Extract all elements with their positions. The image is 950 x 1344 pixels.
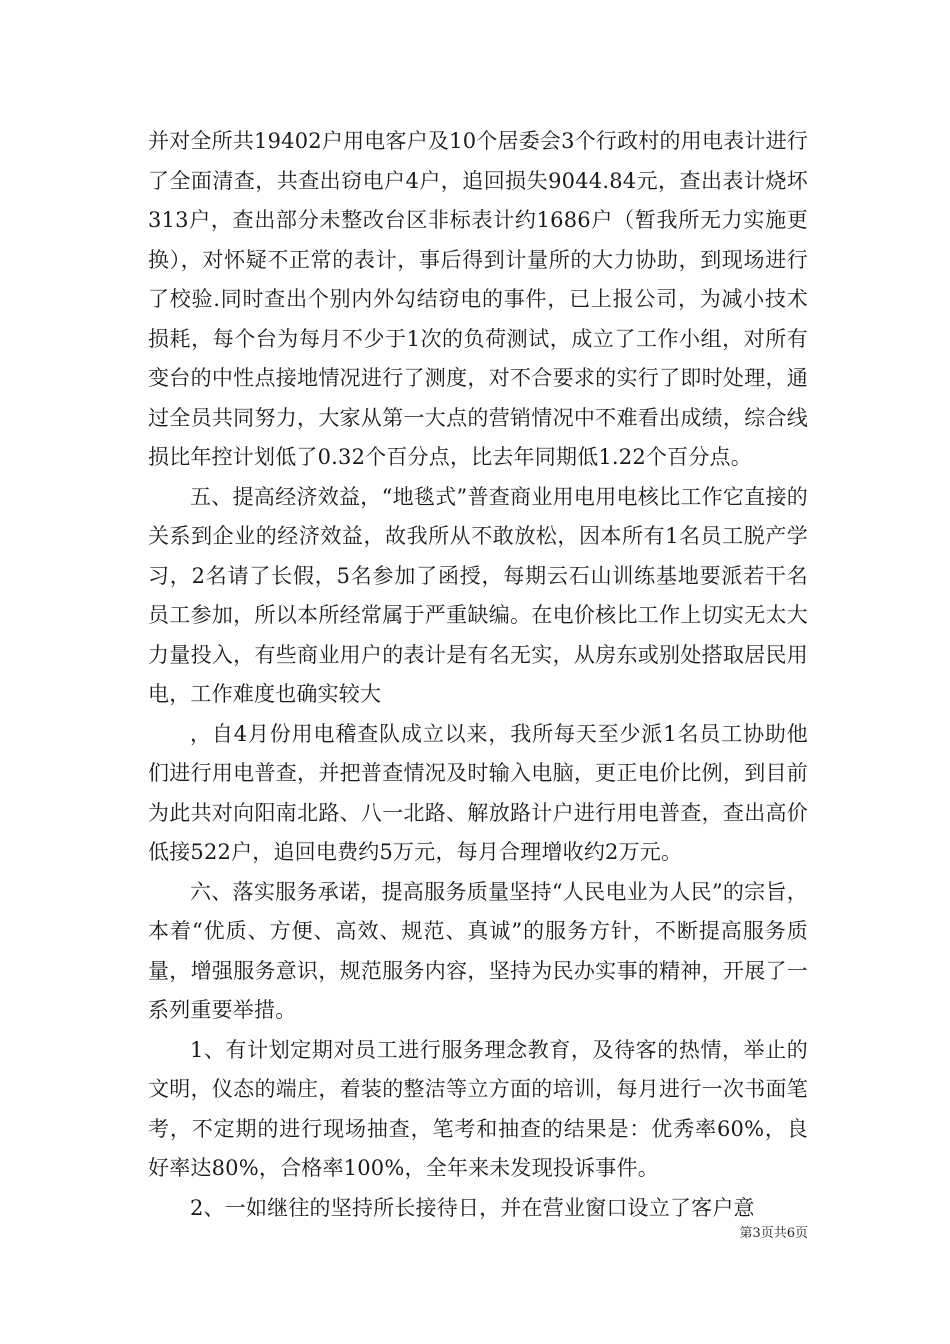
paragraph-staff-training: 1、有计划定期对员工进行服务理念教育，及待客的热情，举止的文明，仪态的端庄，着装的整洁等立方面的培训，每月进行一次书面笔考，不定期的进行现场抽查，笔考和抽查的结果是：优秀率60%，良好率达80%，合格率100%，全年来未发现投诉事件。 xyxy=(148,1037,808,1180)
paragraph-reception-day: 2、一如继往的坚持所长接待日，并在营业窗口设立了客户意 xyxy=(190,1195,755,1220)
paragraph-theft-inspection: 并对全所共19402户用电客户及10个居委会3个行政村的用电表计进行了全面清查，共查出窃电户4户，追回损失9044.84元，查出表计烧坏313户，查出部分未整改台区非标表计约1686户（暂我所无力实施更换），对怀疑不正常的表计，事后得到计量所的大力协助，到现场进行了校验.同时查出个别内外勾结窃电的事件，已上报公司，为减小技术损耗，每个台为每月不少于1次的负荷测试，成立了工作小组，对所有变台的中性点接地情况进行了测度，对不合要求的实行了即时处理，通过全员共同努力，大家从第一大点的营销情况中不难看出成绩，综合线损比年控计划低了0.32个百分点，比去年同期低1.22个百分点。 xyxy=(148,129,808,469)
paragraph-service-commitment: 六、落实服务承诺，提高服务质量坚持“人民电业为人民”的宗旨，本着“优质、方便、高效、规范、真诚”的服务方针，不断提高服务质量，增强服务意识，规范服务内容，坚持为民办实事的精神，开展了一系列重要举措。 xyxy=(148,879,808,1022)
paragraph-inspection-team: ，自4月份用电稽查队成立以来，我所每天至少派1名员工协助他们进行用电普查，并把普查情况及时输入电脑，更正电价比例，到目前为此共对向阳南北路、八一北路、解放路计户进行用电普查，查出高价低接522户，追回电费约5万元，每月合理增收约2万元。 xyxy=(148,721,808,864)
page-number: 第3页共6页 xyxy=(739,1226,808,1241)
document-body xyxy=(148,122,808,1228)
paragraph-economic-benefit: 五、提高经济效益，“地毯式”普查商业用电用电核比工作它直接的关系到企业的经济效益，故我所从不敢放松，因本所有1名员工脱产学习，2名请了长假，5名参加了函授，每期云石山训练基地要派若干名员工参加，所以本所经常属于严重缺编。在电价核比工作上切实无太大力量投入，有些商业用户的表计是有名无实，从房东或别处搭取居民用电，工作难度也确实较大 xyxy=(148,484,808,706)
